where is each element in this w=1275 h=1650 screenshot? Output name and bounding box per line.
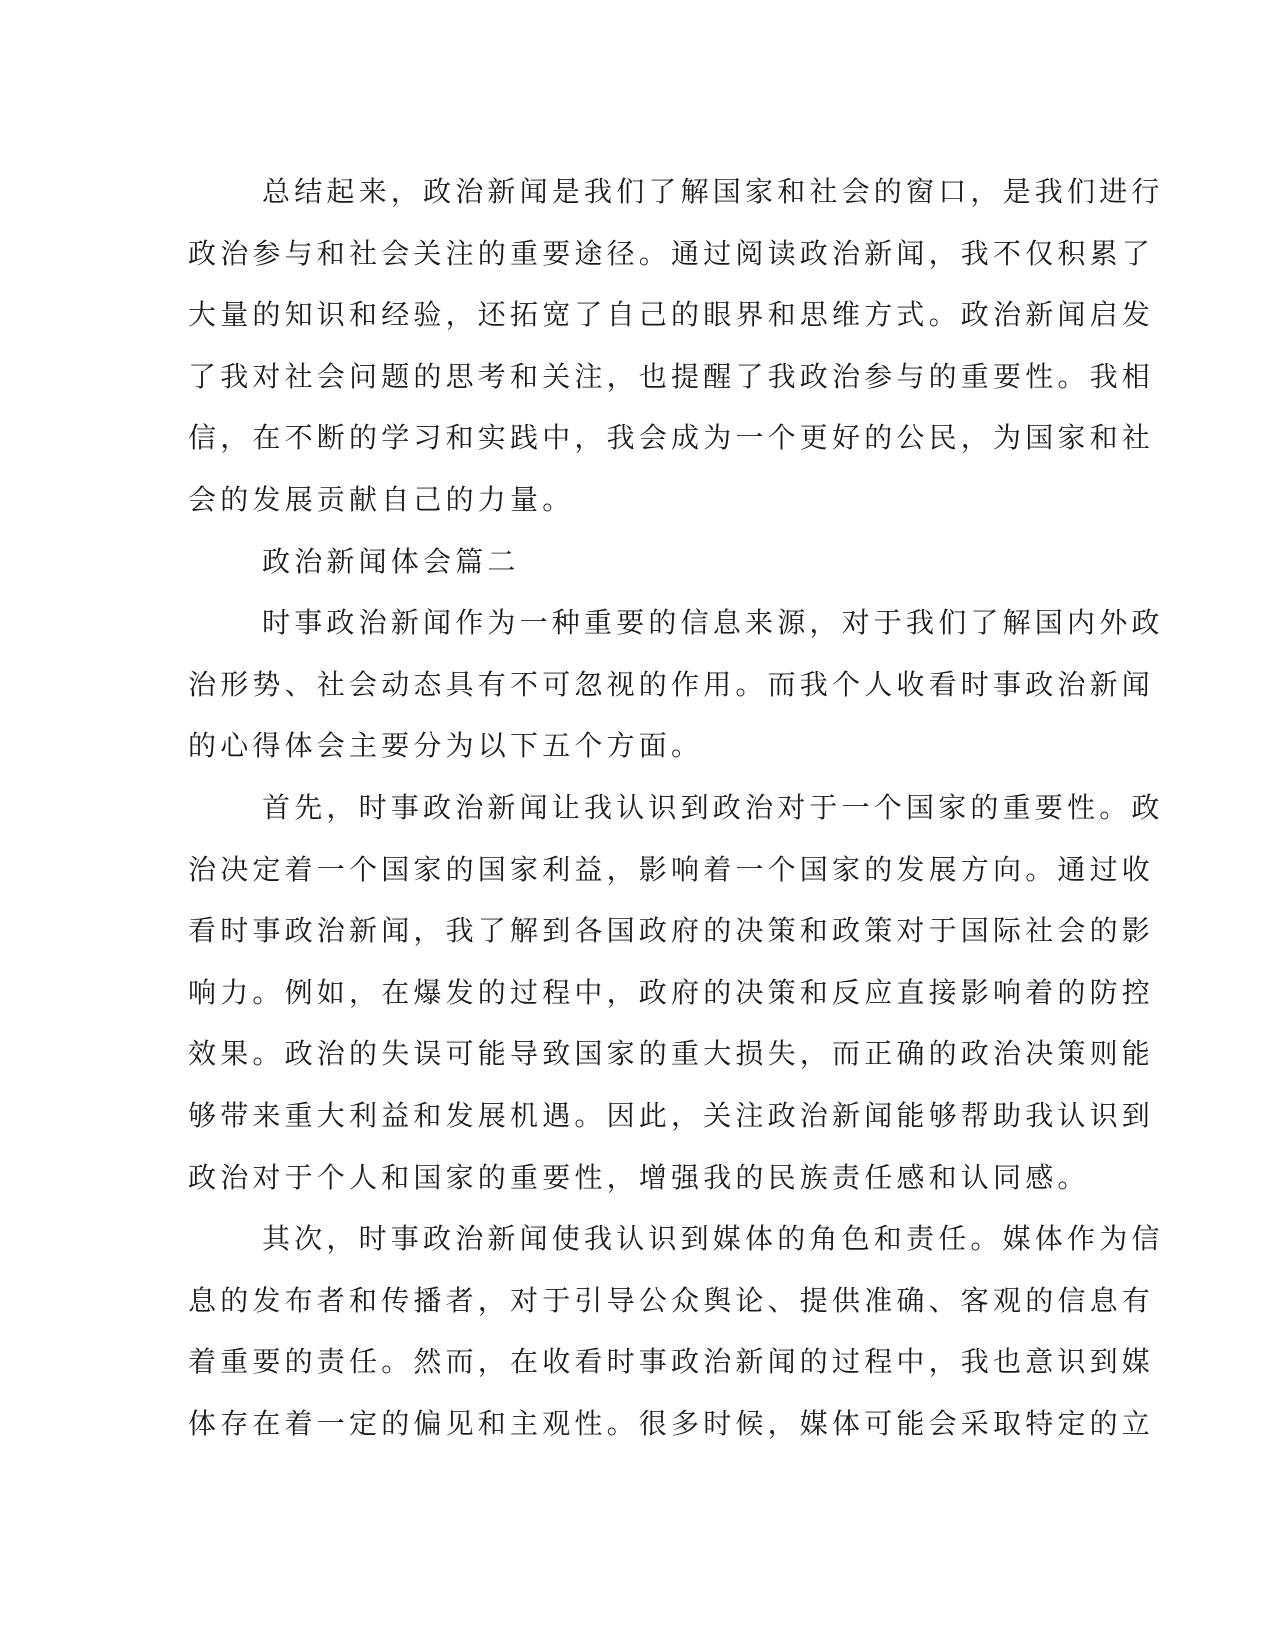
text-line: 体存在着一定的偏见和主观性。很多时候，媒体可能会采取特定的立 — [188, 1406, 1155, 1440]
section-heading: 政治新闻体会篇二 — [262, 544, 520, 578]
text-line: 信，在不断的学习和实践中，我会成为一个更好的公民，为国家和社 — [188, 421, 1155, 455]
text-line: 时事政治新闻作为一种重要的信息来源，对于我们了解国内外政 — [262, 606, 1164, 640]
text-line: 首先，时事政治新闻让我认识到政治对于一个国家的重要性。政 — [262, 790, 1164, 824]
text-line: 政治对于个人和国家的重要性，增强我的民族责任感和认同感。 — [188, 1160, 1090, 1194]
text-line: 治决定着一个国家的国家利益，影响着一个国家的发展方向。通过收 — [188, 852, 1155, 886]
text-line: 了我对社会问题的思考和关注，也提醒了我政治参与的重要性。我相 — [188, 359, 1155, 393]
text-line: 大量的知识和经验，还拓宽了自己的眼界和思维方式。政治新闻启发 — [188, 298, 1155, 332]
text-line: 政治参与和社会关注的重要途径。通过阅读政治新闻，我不仅积累了 — [188, 236, 1155, 270]
text-line: 会的发展贡献自己的力量。 — [188, 482, 575, 516]
text-line: 效果。政治的失误可能导致国家的重大损失，而正确的政治决策则能 — [188, 1037, 1155, 1071]
text-line: 其次，时事政治新闻使我认识到媒体的角色和责任。媒体作为信 — [262, 1222, 1164, 1256]
text-line: 看时事政治新闻，我了解到各国政府的决策和政策对于国际社会的影 — [188, 914, 1155, 948]
text-line: 着重要的责任。然而，在收看时事政治新闻的过程中，我也意识到媒 — [188, 1345, 1155, 1379]
text-line: 响力。例如，在爆发的过程中，政府的决策和反应直接影响着的防控 — [188, 975, 1155, 1009]
text-line: 的心得体会主要分为以下五个方面。 — [188, 729, 704, 763]
text-line: 治形势、社会动态具有不可忽视的作用。而我个人收看时事政治新闻 — [188, 667, 1155, 701]
text-line: 够带来重大利益和发展机遇。因此，关注政治新闻能够帮助我认识到 — [188, 1098, 1155, 1132]
text-line: 息的发布者和传播者，对于引导公众舆论、提供准确、客观的信息有 — [188, 1283, 1155, 1317]
text-line: 总结起来，政治新闻是我们了解国家和社会的窗口，是我们进行 — [262, 175, 1164, 208]
body-text — [188, 161, 1164, 1454]
